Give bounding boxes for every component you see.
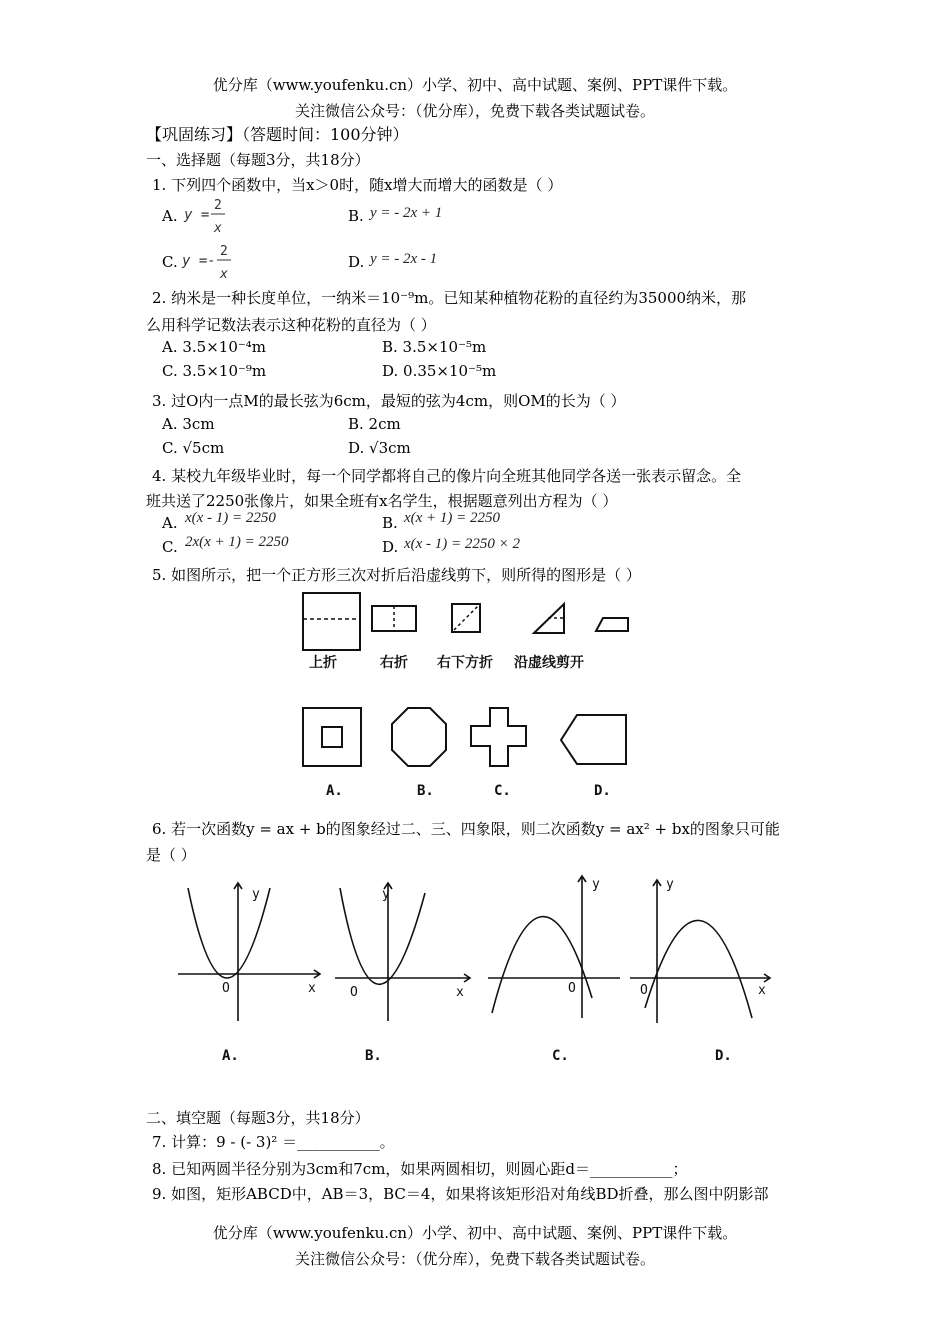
- q6-b-origin: O: [350, 985, 358, 1000]
- q4-option-d-formula: x(x - 1) = 2250 × 2: [404, 536, 521, 552]
- q3-stem: 3. 过O内一点M的最长弦为6cm，最短的弦为4cm，则OM的长为（ ）: [152, 392, 626, 410]
- q5-result-c-cross: [471, 708, 526, 766]
- q1-a-numerator: 2: [214, 198, 222, 213]
- q2-option-c: C. 3.5×10⁻⁹m: [162, 362, 267, 380]
- svg-text:2: 2: [220, 244, 228, 259]
- fold-step-1-square: [303, 593, 360, 650]
- svg-text:y =-: y =-: [182, 253, 216, 269]
- q3-option-d: D. √3cm: [348, 439, 411, 457]
- q6-b-x-label: x: [456, 985, 464, 1000]
- q8-text: 8. 已知两圆半径分别为3cm和7cm，如果两圆相切，则圆心距d＝___________；: [152, 1160, 688, 1178]
- q1-option-a-label: A.: [162, 207, 178, 225]
- section-choice-heading: 一、选择题（每题3分，共18分）: [146, 151, 370, 169]
- q1-option-b-label: B.: [348, 207, 364, 225]
- q6-option-c-label: C.: [552, 1048, 569, 1064]
- q4-option-c-label: C.: [162, 538, 178, 556]
- fold-step-5-piece: [596, 618, 628, 631]
- q3-option-c: C. √5cm: [162, 439, 225, 457]
- q5-option-d-label: D.: [594, 783, 611, 799]
- q6-d-origin: O: [640, 983, 648, 998]
- q1-option-b-formula: y = - 2x + 1: [370, 205, 443, 221]
- q2-stem-2: 么用科学记数法表示这种花粉的直径为（ ）: [146, 316, 436, 334]
- fold-step-3-label: 右下方折: [437, 655, 493, 671]
- q4-option-a-formula: x(x - 1) = 2250: [185, 510, 276, 526]
- q2-option-a: A. 3.5×10⁻⁴m: [162, 338, 267, 356]
- q1-option-a-formula: [180, 196, 240, 238]
- fold-step-2-label: 右折: [380, 655, 408, 671]
- q6-option-a-label: A.: [222, 1048, 239, 1064]
- q6-graph-options: [170, 868, 790, 1068]
- q6-option-b-label: B.: [365, 1048, 382, 1064]
- q2-option-d: D. 0.35×10⁻⁵m: [382, 362, 497, 380]
- q6-c-y-label: y: [592, 877, 600, 892]
- q6-d-x-label: x: [758, 983, 766, 998]
- q3-option-a: A. 3cm: [162, 415, 215, 433]
- q6-b-y-label: y: [382, 887, 390, 902]
- q2-option-b: B. 3.5×10⁻⁵m: [382, 338, 487, 356]
- q5-result-d-pentagon: [561, 715, 626, 764]
- fold-step-4-label: 沿虚线剪开: [514, 655, 584, 671]
- q5-option-c-label: C.: [494, 783, 511, 799]
- q4-stem-2: 班共送了2250张像片，如果全班有x名学生，根据题意列出方程为（ ）: [146, 492, 618, 510]
- q1-option-d-formula: y = - 2x - 1: [370, 251, 438, 267]
- q7-text: 7. 计算：9 - (- 3)² ＝___________。: [152, 1133, 395, 1151]
- q1-a-denominator: x: [214, 221, 222, 236]
- header-line-1: 优分库（www.youfenku.cn）小学、初中、高中试题、案例、PPT课件下载。: [212, 76, 738, 94]
- q6-option-d-label: D.: [715, 1048, 732, 1064]
- q1-stem: 1. 下列四个函数中，当x＞0时，随x增大而增大的函数是（ ）: [152, 176, 563, 194]
- q6-d-y-label: y: [666, 877, 674, 892]
- fold-step-1-label: 上折: [309, 655, 337, 671]
- q6-a-x-label: x: [308, 981, 316, 996]
- q1-option-c-label: C.: [162, 253, 178, 271]
- q5-option-a-label: A.: [326, 783, 343, 799]
- q3-option-b: B. 2cm: [348, 415, 401, 433]
- q6-a-y-label: y: [252, 887, 260, 902]
- svg-text:x: x: [220, 267, 228, 282]
- q5-result-b-octagon: [392, 708, 446, 766]
- q4-option-b-label: B.: [382, 514, 398, 532]
- footer-line-1: 优分库（www.youfenku.cn）小学、初中、高中试题、案例、PPT课件下载。: [212, 1224, 738, 1242]
- q4-option-d-label: D.: [382, 538, 399, 556]
- q9-text: 9. 如图，矩形ABCD中，AB＝3，BC＝4，如果将该矩形沿对角线BD折叠，那么图中阴影部: [152, 1185, 769, 1203]
- q1-option-c-formula: [180, 240, 250, 282]
- q5-folding-figure: [296, 588, 646, 808]
- q6-c-origin: O: [568, 981, 576, 996]
- section-fill-heading: 二、填空题（每题3分，共18分）: [146, 1109, 370, 1127]
- exercise-title: 【巩固练习】（答题时间：100分钟）: [146, 125, 409, 144]
- q4-option-c-formula: 2x(x + 1) = 2250: [185, 534, 289, 550]
- q4-option-a-label: A.: [162, 514, 178, 532]
- q1-option-d-label: D.: [348, 253, 365, 271]
- q6-graph-b: [335, 883, 470, 1021]
- q6-stem-1: 6. 若一次函数y = ax + b的图象经过二、三、四象限，则二次函数y = ax² + bx的图象只可能: [152, 820, 780, 838]
- q6-graph-d: [630, 880, 770, 1023]
- q6-a-origin: O: [222, 981, 230, 996]
- q6-graph-a: [178, 883, 320, 1021]
- q4-option-b-formula: x(x + 1) = 2250: [404, 510, 501, 526]
- header-line-2: 关注微信公众号：（优分库），免费下载各类试题试卷。: [294, 102, 655, 120]
- q5-stem: 5. 如图所示，把一个正方形三次对折后沿虚线剪下，则所得的图形是（ ）: [152, 566, 641, 584]
- q6-stem-2: 是（ ）: [146, 846, 196, 864]
- q5-result-a-frame: [303, 708, 361, 766]
- q5-option-b-label: B.: [417, 783, 434, 799]
- q6-graph-c: [488, 876, 620, 1018]
- q5-result-a-hole: [322, 727, 342, 747]
- q4-stem-1: 4. 某校九年级毕业时，每一个同学都将自己的像片向全班其他同学各送一张表示留念。全: [152, 467, 742, 485]
- q2-stem-1: 2. 纳米是一种长度单位，一纳米＝10⁻⁹m。已知某种植物花粉的直径约为35000纳米，那: [152, 289, 747, 307]
- q1-a-y: y =: [184, 207, 210, 223]
- footer-line-2: 关注微信公众号：（优分库），免费下载各类试题试卷。: [294, 1250, 655, 1268]
